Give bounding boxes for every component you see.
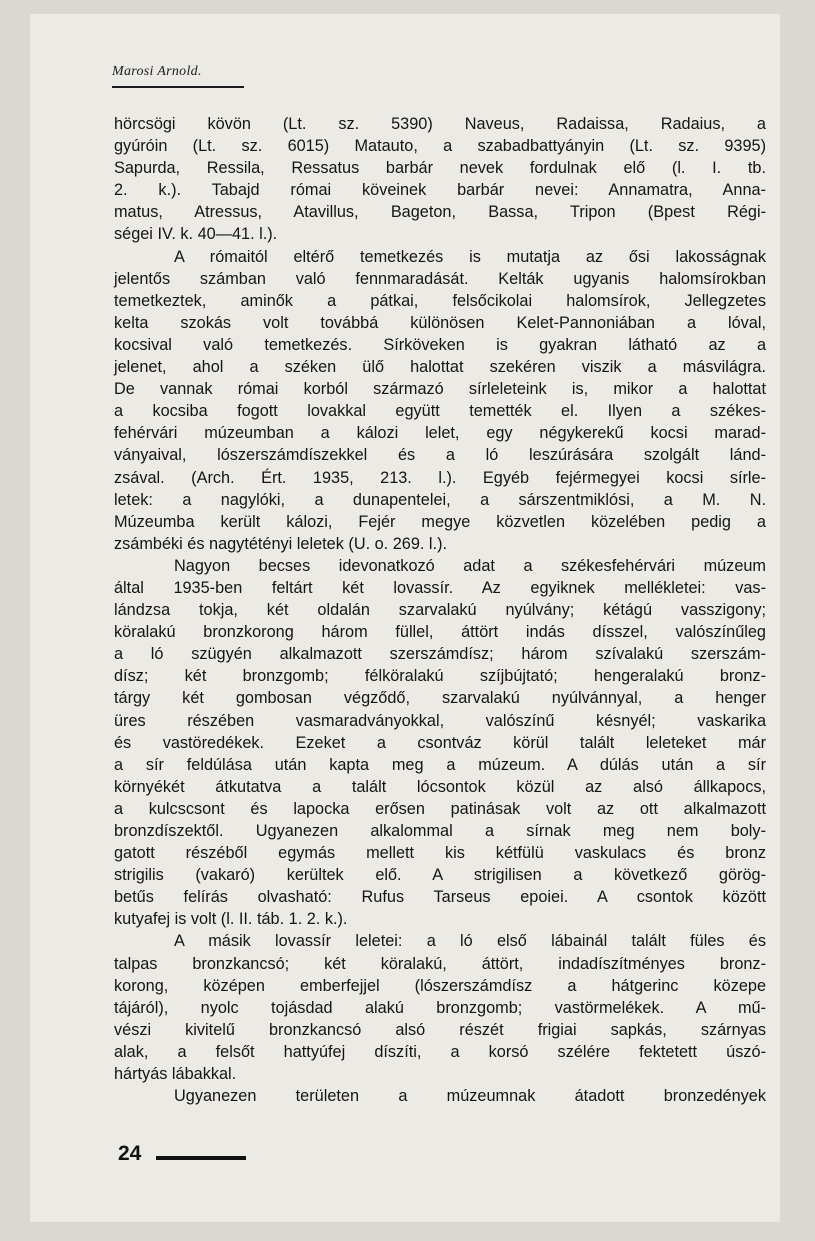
text-line: jelenet, ahol a széken ülő halottat szekéren viszik a másvilágra.	[114, 358, 766, 377]
text-line: jelentős számban való fennmaradását. Kelták ugyanis halomsírokban	[114, 269, 766, 288]
text-line: Sapurda, Ressila, Ressatus barbár nevek fordulnak elő (l. I. tb.	[114, 159, 766, 178]
text-line: a ló szügyén alkalmazott szerszámdísz; három szívalakú szerszám-	[114, 645, 766, 664]
text-line: bronzdíszektől. Ugyanezen alkalommal a sírnak meg nem boly-	[114, 822, 766, 840]
text-line: temetkeztek, aminők a pátkai, felsőcikolai halomsírok, Jellegzetes	[114, 291, 766, 310]
paragraph-5	[114, 1085, 766, 1107]
text-line: gyúróin (Lt. sz. 6015) Matauto, a szabadbattyányin (Lt. sz. 9395)	[114, 137, 766, 156]
text-line: lándzsa tokja, két oldalán szarvalakú nyúlvány; kétágú vasszigony;	[114, 601, 766, 620]
text-line: letek: a nagylóki, a dunapentelei, a sárszentmiklósi, a M. N.	[114, 490, 766, 509]
running-head-rule	[112, 86, 244, 88]
text-line: talpas bronzkancsó; két köralakú, áttört, indadíszítményes bronz-	[114, 954, 766, 973]
text-line: fehérvári múzeumban a kálozi lelet, egy négykerekű kocsi marad-	[114, 424, 766, 443]
paragraph-1	[114, 113, 766, 246]
paragraph-2	[114, 246, 766, 555]
text-line: ványaival, lószerszámdíszekkel és a ló leszúrására szolgált lánd-	[114, 446, 766, 465]
running-head: Marosi Arnold.	[112, 64, 202, 79]
page-body	[114, 113, 766, 1107]
text-line: strigilis (vakaró) kerültek elő. A strigilisen a következő görög-	[114, 866, 766, 885]
text-line: A rómaitól eltérő temetkezés is mutatja az ősi lakosságnak	[174, 247, 766, 266]
text-line: zsával. (Arch. Ért. 1935, 213. l.). Egyéb fejérmegyei kocsi sírle-	[114, 468, 766, 487]
text-line: zsámbéki és nagytétényi leletek (U. o. 269. l.).	[114, 534, 448, 553]
text-line: üres részében vasmaradványokkal, valószínű késnyél; vaskarika	[114, 711, 766, 730]
text-line: által 1935-ben feltárt két lovassír. Az egyiknek mellékletei: vas-	[114, 578, 766, 597]
paragraph-3	[114, 555, 766, 931]
text-line: korong, középen emberfejjel (lószerszámdísz a hátgerinc közepe	[114, 976, 766, 995]
text-line: vészi kivitelű bronzkancsó alsó részét frigiai sapkás, szárnyas	[114, 1020, 766, 1039]
paragraph-4	[114, 930, 766, 1085]
text-line: Nagyon becses idevonatkozó adat a székesfehérvári múzeum	[174, 556, 766, 575]
text-line: köralakú bronzkorong három füllel, áttört indás dísszel, valószínűleg	[114, 623, 766, 642]
text-line: kocsival való temetkezés. Sírköveken is gyakran látható az a	[114, 335, 766, 354]
text-line: hártyás lábakkal.	[114, 1065, 237, 1084]
text-line: hörcsögi kövön (Lt. sz. 5390) Naveus, Radaissa, Radaius, a	[114, 115, 766, 133]
text-line: Ugyanezen területen a múzeumnak átadott bronzedények	[174, 1087, 766, 1106]
text-line: tájáról), nyolc tojásdad alakú bronzgomb; vastörmelékek. A mű-	[114, 998, 766, 1017]
text-line: kelta szokás volt továbbá különösen Kelet-Pannoniában a lóval,	[114, 313, 766, 332]
text-line: a kulcscsont és lapocka erősen patinásak volt az ott alkalmazott	[114, 799, 766, 818]
page-number-rule	[156, 1156, 246, 1160]
text-line: a kocsiba fogott lovakkal együtt temették el. Ilyen a székes-	[114, 402, 766, 421]
text-line: betűs felírás olvasható: Rufus Tarseus epoiei. A csontok között	[114, 888, 766, 907]
page-number: 24	[118, 1142, 142, 1165]
text-line: ségei IV. k. 40—41. l.).	[114, 225, 278, 244]
text-line: kutyafej is volt (l. II. táb. 1. 2. k.).	[114, 910, 348, 929]
text-line: tárgy két gombosan végződő, szarvalakú nyúlvánnyal, a henger	[114, 689, 766, 708]
text-line: alak, a felsőt hattyúfej díszíti, a korsó szélére fektetett úszó-	[114, 1042, 766, 1061]
text-line: gatott részéből egymás mellett kis kétfülü vaskulacs és bronz	[114, 844, 766, 863]
text-line: dísz; két bronzgomb; félköralakú szíjbújtató; hengeralakú bronz-	[114, 667, 766, 686]
text-line: A másik lovassír leletei: a ló első lábainál talált füles és	[174, 932, 766, 951]
text-line: De vannak római korból származó sírleleteink is, mikor a halottat	[114, 380, 766, 399]
text-line: matus, Atressus, Atavillus, Bageton, Bassa, Tripon (Bpest Régi-	[114, 203, 766, 222]
text-line: Múzeumba került kálozi, Fejér megye közvetlen közelében pedig a	[114, 512, 766, 531]
text-line: a sír feldúlása után kapta meg a múzeum. A dúlás után a sír	[114, 755, 766, 774]
text-line: 2. k.). Tabajd római köveinek barbár nevei: Annamatra, Anna-	[114, 181, 766, 200]
text-line: környékét átkutatva a talált lócsontok közül az alsó állkapocs,	[114, 777, 766, 796]
text-line: és vastöredékek. Ezeket a csontváz körül talált leleteket már	[114, 733, 766, 752]
